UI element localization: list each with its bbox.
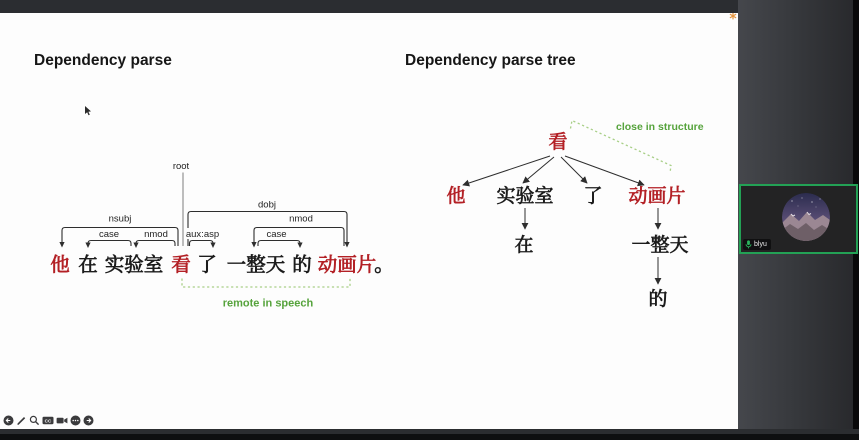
tree-edge xyxy=(565,156,644,185)
mouse-cursor xyxy=(85,106,92,116)
right-panel-title: Dependency parse tree xyxy=(405,52,576,69)
arrowhead xyxy=(133,243,138,249)
tree-edge xyxy=(523,157,554,183)
arc-aux-asp xyxy=(190,241,214,247)
arrowhead xyxy=(344,242,349,248)
annotation-toolbar xyxy=(3,415,94,426)
token: 动画片 xyxy=(317,253,377,276)
tree-edge xyxy=(463,156,550,185)
arrowhead xyxy=(251,242,256,248)
arc-label-aux-asp: aux:asp xyxy=(185,229,220,240)
remote-span-bracket xyxy=(182,279,350,288)
window-top-bar xyxy=(0,0,738,13)
pen-tool-icon[interactable] xyxy=(16,415,27,426)
camera-icon[interactable] xyxy=(56,415,68,426)
arc-nmod-left xyxy=(136,241,175,247)
tree-node: 的 xyxy=(648,288,668,310)
microphone-icon xyxy=(745,240,752,249)
tree-node: 在 xyxy=(514,234,534,256)
participant-name: blyu xyxy=(754,241,767,248)
arc-label-nsubj: nsubj xyxy=(108,213,132,225)
token: 了 xyxy=(197,253,217,276)
token: 的 xyxy=(292,253,312,276)
tree-node: 了 xyxy=(583,185,603,207)
token: 。 xyxy=(374,253,394,276)
arc-label-nmod-right: nmod xyxy=(289,213,313,225)
token: 实验室 xyxy=(104,253,164,276)
tree-node: 一整天 xyxy=(631,234,689,256)
token: 看 xyxy=(171,253,191,276)
tree-edge xyxy=(561,157,587,183)
svg-text:CC: CC xyxy=(44,418,52,424)
sentence-tokens xyxy=(50,253,394,276)
arc-label-case-right: case xyxy=(266,229,287,240)
participant-avatar xyxy=(782,193,830,241)
arc-label-root: root xyxy=(172,161,190,172)
tree-node: 他 xyxy=(446,185,466,207)
more-options-button[interactable] xyxy=(70,415,81,426)
left-panel-title: Dependency parse xyxy=(34,52,172,69)
previous-button[interactable] xyxy=(3,415,14,426)
token: 在 xyxy=(78,253,98,276)
token: 他 xyxy=(50,253,70,276)
remote-in-speech-note: remote in speech xyxy=(222,297,314,310)
zoom-tool-icon[interactable] xyxy=(29,415,40,426)
arrowhead xyxy=(297,243,302,249)
arc-label-case-left: case xyxy=(98,229,120,240)
arrowhead xyxy=(210,243,215,249)
arc-label-dobj: dobj xyxy=(258,199,276,211)
closed-captions-icon[interactable] xyxy=(42,415,54,426)
next-button[interactable] xyxy=(83,415,94,426)
slide-star-marker-icon xyxy=(729,12,737,20)
dependency-parse-diagram xyxy=(50,161,394,310)
arc-case-right xyxy=(258,241,300,247)
arrowhead xyxy=(59,242,64,248)
participant-name-badge xyxy=(743,239,771,250)
taskbar-strip xyxy=(0,434,859,440)
dependency-parse-tree xyxy=(446,121,703,311)
token: 一整天 xyxy=(226,253,286,276)
close-in-structure-note: close in structure xyxy=(616,121,704,133)
arc-label-nmod-left: nmod xyxy=(144,229,168,240)
tree-node: 看 xyxy=(548,131,568,153)
tree-node: 动画片 xyxy=(628,185,686,207)
arc-case-left xyxy=(88,241,131,247)
arrowhead xyxy=(85,243,90,249)
tree-node: 实验室 xyxy=(496,185,554,207)
slide-canvas xyxy=(0,13,738,429)
participant-video-tile[interactable] xyxy=(739,184,858,254)
